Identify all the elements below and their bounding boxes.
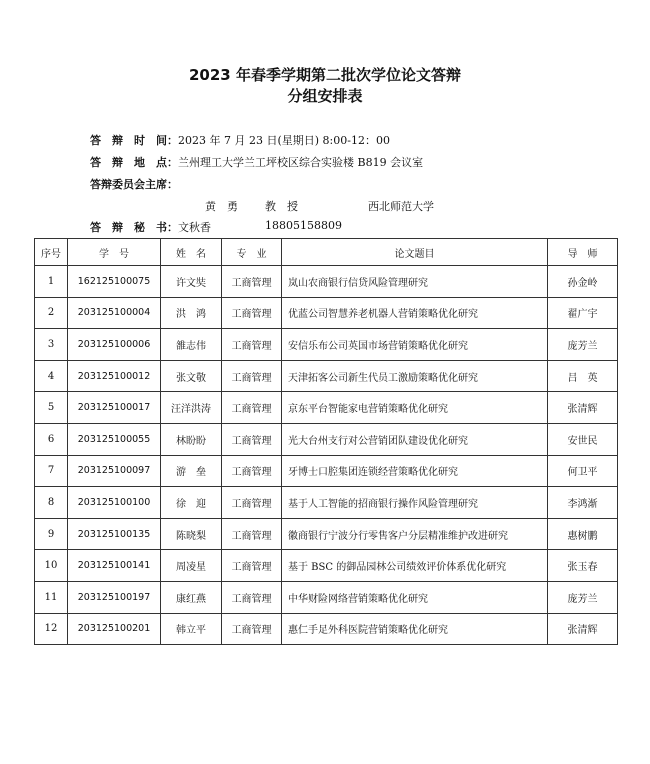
cell-name: 张文敬 [161, 360, 222, 392]
cell-major: 工商管理 [222, 455, 282, 487]
cell-index: 5 [35, 392, 68, 424]
secretary-phone: 18805158809 [265, 219, 342, 232]
cell-advisor: 张清辉 [548, 613, 618, 645]
cell-advisor: 庞芳兰 [548, 329, 618, 361]
chair-title: 教 授 [265, 200, 298, 213]
table-row [35, 581, 618, 613]
cell-index: 2 [35, 297, 68, 329]
table-row [35, 329, 618, 361]
title-line-2: 分组安排表 [287, 87, 363, 105]
cell-thesis-title: 光大台州支行对公营销团队建设优化研究 [282, 423, 548, 455]
cell-student-id: 203125100197 [68, 581, 161, 613]
cell-name: 许文奘 [161, 266, 222, 298]
cell-advisor: 张清辉 [548, 392, 618, 424]
cell-index: 4 [35, 360, 68, 392]
table-row [35, 455, 618, 487]
cell-thesis-title: 牙博士口腔集团连锁经营策略优化研究 [282, 455, 548, 487]
cell-major: 工商管理 [222, 487, 282, 519]
table-row [35, 550, 618, 582]
cell-name: 游 垒 [161, 455, 222, 487]
header-major: 专 业 [222, 239, 282, 266]
secretary-line [90, 219, 211, 235]
cell-thesis-title: 中华财险网络营销策略优化研究 [282, 581, 548, 613]
cell-index: 1 [35, 266, 68, 298]
header-student-id: 学 号 [68, 239, 161, 266]
header-thesis-title: 论文题目 [282, 239, 548, 266]
cell-advisor: 庞芳兰 [548, 581, 618, 613]
title-line-1: 2023 年春季学期第二批次学位论文答辩 [189, 66, 461, 84]
cell-index: 9 [35, 518, 68, 550]
cell-major: 工商管理 [222, 329, 282, 361]
cell-name: 汪洋洪涛 [161, 392, 222, 424]
cell-student-id: 162125100075 [68, 266, 161, 298]
table-header-row [35, 239, 618, 266]
cell-index: 12 [35, 613, 68, 645]
cell-thesis-title: 徽商银行宁波分行零售客户分层精准维护改进研究 [282, 518, 548, 550]
cell-thesis-title: 岚山农商银行信贷风险管理研究 [282, 266, 548, 298]
chair-name: 黄 勇 [205, 200, 238, 213]
cell-name: 林盼盼 [161, 423, 222, 455]
cell-advisor: 安世民 [548, 423, 618, 455]
cell-major: 工商管理 [222, 518, 282, 550]
cell-thesis-title: 京东平台智能家电营销策略优化研究 [282, 392, 548, 424]
committee-chair-label: 答辩委员会主席： [90, 178, 178, 191]
cell-student-id: 203125100055 [68, 423, 161, 455]
cell-advisor: 孙金岭 [548, 266, 618, 298]
cell-index: 6 [35, 423, 68, 455]
defense-place-label: 答 辩 地 点： [90, 156, 178, 169]
cell-advisor: 张玉春 [548, 550, 618, 582]
table-row [35, 423, 618, 455]
cell-student-id: 203125100141 [68, 550, 161, 582]
cell-advisor: 惠树鹏 [548, 518, 618, 550]
table-row [35, 266, 618, 298]
defense-time-label: 答 辩 时 间： [90, 134, 178, 147]
chair-organization: 西北师范大学 [368, 200, 434, 213]
cell-index: 7 [35, 455, 68, 487]
cell-thesis-title: 基于人工智能的招商银行操作风险管理研究 [282, 487, 548, 519]
cell-name: 陈晓梨 [161, 518, 222, 550]
cell-student-id: 203125100017 [68, 392, 161, 424]
cell-student-id: 203125100135 [68, 518, 161, 550]
defense-place-value: 兰州理工大学兰工坪校区综合实验楼 B819 会议室 [178, 156, 424, 169]
cell-name: 康红燕 [161, 581, 222, 613]
cell-index: 3 [35, 329, 68, 361]
cell-major: 工商管理 [222, 360, 282, 392]
cell-advisor: 何卫平 [548, 455, 618, 487]
cell-index: 11 [35, 581, 68, 613]
cell-major: 工商管理 [222, 613, 282, 645]
cell-thesis-title: 天津拓客公司新生代员工激励策略优化研究 [282, 360, 548, 392]
cell-thesis-title: 基于 BSC 的御品园林公司绩效评价体系优化研究 [282, 550, 548, 582]
secretary-name: 文秋香 [178, 221, 211, 234]
cell-thesis-title: 惠仁手足外科医院营销策略优化研究 [282, 613, 548, 645]
cell-index: 8 [35, 487, 68, 519]
header-name: 姓 名 [161, 239, 222, 266]
cell-student-id: 203125100097 [68, 455, 161, 487]
cell-student-id: 203125100201 [68, 613, 161, 645]
cell-index: 10 [35, 550, 68, 582]
cell-major: 工商管理 [222, 297, 282, 329]
committee-chair-line [90, 176, 178, 192]
cell-name: 雒志伟 [161, 329, 222, 361]
cell-name: 洪 鸿 [161, 297, 222, 329]
secretary-label: 答 辩 秘 书： [90, 221, 178, 234]
table-body [35, 266, 618, 645]
cell-major: 工商管理 [222, 581, 282, 613]
header-advisor: 导 师 [548, 239, 618, 266]
table-row [35, 487, 618, 519]
schedule-table [34, 238, 618, 645]
table-row [35, 392, 618, 424]
table-row [35, 360, 618, 392]
defense-place-line [90, 154, 423, 170]
table-row [35, 518, 618, 550]
defense-time-value: 2023 年 7 月 23 日(星期日) 8:00-12：00 [178, 134, 390, 147]
cell-major: 工商管理 [222, 266, 282, 298]
header-index: 序号 [35, 239, 68, 266]
cell-thesis-title: 优蓝公司智慧养老机器人营销策略优化研究 [282, 297, 548, 329]
cell-name: 韩立平 [161, 613, 222, 645]
defense-time-line [90, 132, 390, 148]
cell-name: 徐 迎 [161, 487, 222, 519]
table-row [35, 613, 618, 645]
cell-major: 工商管理 [222, 392, 282, 424]
cell-advisor: 翟广宇 [548, 297, 618, 329]
cell-student-id: 203125100100 [68, 487, 161, 519]
table-row [35, 297, 618, 329]
cell-major: 工商管理 [222, 423, 282, 455]
cell-student-id: 203125100004 [68, 297, 161, 329]
cell-name: 周凌星 [161, 550, 222, 582]
cell-student-id: 203125100012 [68, 360, 161, 392]
cell-major: 工商管理 [222, 550, 282, 582]
cell-student-id: 203125100006 [68, 329, 161, 361]
cell-advisor: 李鸿渐 [548, 487, 618, 519]
cell-thesis-title: 安信乐布公司英国市场营销策略优化研究 [282, 329, 548, 361]
cell-advisor: 吕 英 [548, 360, 618, 392]
